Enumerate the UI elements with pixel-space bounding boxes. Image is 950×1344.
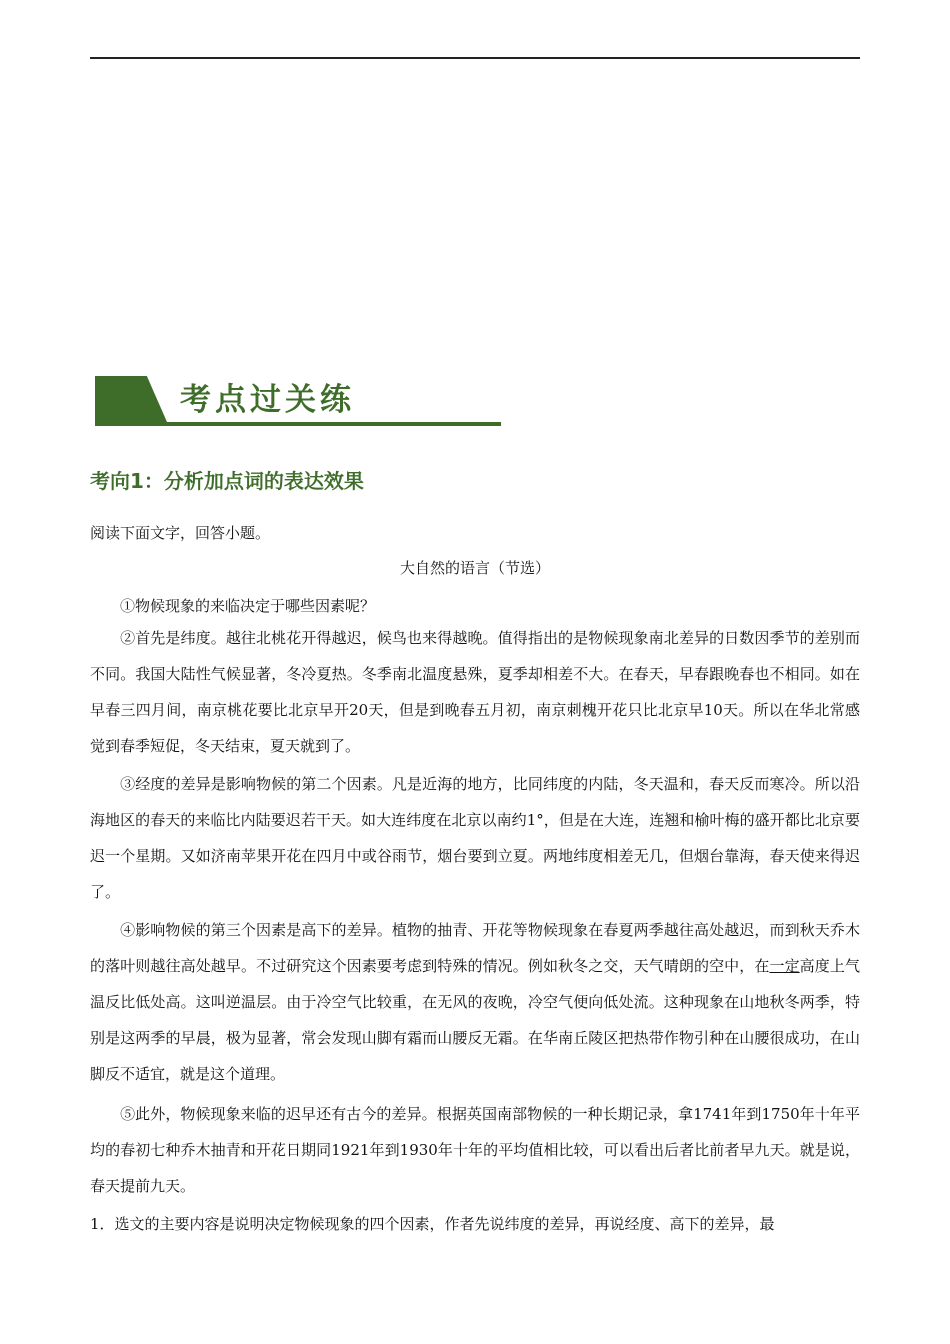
header-rule xyxy=(90,57,860,59)
paragraph-1 xyxy=(90,588,860,624)
paragraph-5 xyxy=(90,1096,860,1204)
paragraph-4 xyxy=(90,912,860,1092)
paragraph-2 xyxy=(90,620,860,764)
paragraph-3-text: ③经度的差异是影响物候的第二个因素。凡是近海的地方，比同纬度的内陆，冬天温和，春天反而寒冷。所以沿海地区的春天的来临比内陆要迟若干天。如大连纬度在北京以南约1°，但是在大连，连翘和榆叶梅的盛开都比北京要迟一个星期。又如济南苹果开花在四月中或谷雨节，烟台要到立夏。两地纬度相差无几，但烟台靠海，春天使来得迟了。 xyxy=(90,775,860,901)
instruction-text: 阅读下面文字，回答小题。 xyxy=(90,524,271,542)
paragraph-4-text-a: ④影响物候的第三个因素是高下的差异。植物的抽青、开花等物候现象在春夏两季越往高处越迟，而到秋天乔木的落叶则越往高处越早。不过研究这个因素要考虑到特殊的情况。例如秋冬之交，天气晴朗的空中，在 xyxy=(90,921,860,975)
paragraph-2-text: ②首先是纬度。越往北桃花开得越迟，候鸟也来得越晚。值得指出的是物候现象南北差异的日数因季节的差别而不同。我国大陆性气候显著，冬冷夏热。冬季南北温度悬殊，夏季却相差不大。在春天，早春跟晚春也不相同。如在早春三四月间，南京桃花要比北京早开20天，但是到晚春五月初，南京刺槐开花只比北京早10天。所以在华北常感觉到春季短促，冬天结束，夏天就到了。 xyxy=(90,629,860,755)
underlined-word: 一定 xyxy=(769,957,800,975)
paragraph-1-text: ①物候现象的来临决定于哪些因素呢？ xyxy=(120,597,376,615)
banner-title: 考点过关练 xyxy=(180,382,355,418)
article-title: 大自然的语言（节选） xyxy=(399,559,550,577)
paragraph-5-text: ⑤此外，物候现象来临的迟早还有古今的差异。根据英国南部物候的一种长期记录，拿1741年到1750年十年平均的春初七种乔木抽青和开花日期同1921年到1930年十年的平均值相比较，可以看出后者比前者早九天。就是说，春天提前九天。 xyxy=(90,1105,860,1195)
banner-underline xyxy=(95,422,501,426)
question-1: 1．选文的主要内容是说明决定物候现象的四个因素，作者先说纬度的差异，再说经度、高下的差异，最 xyxy=(90,1215,775,1233)
banner-block xyxy=(95,376,167,422)
section-heading: 考向1：分析加点词的表达效果 xyxy=(90,469,364,493)
paragraph-4-text-b: 高度上气温反比低处高。这叫逆温层。由于冷空气比较重，在无风的夜晚，冷空气便向低处流。这种现象在山地秋冬两季，特别是这两季的早晨，极为显著，常会发现山脚有霜而山腰反无霜。在华南丘陵区把热带作物引种在山腰很成功，在山脚反不适宜，就是这个道理。 xyxy=(90,957,860,1083)
paragraph-3 xyxy=(90,766,860,910)
section-banner xyxy=(95,376,505,430)
